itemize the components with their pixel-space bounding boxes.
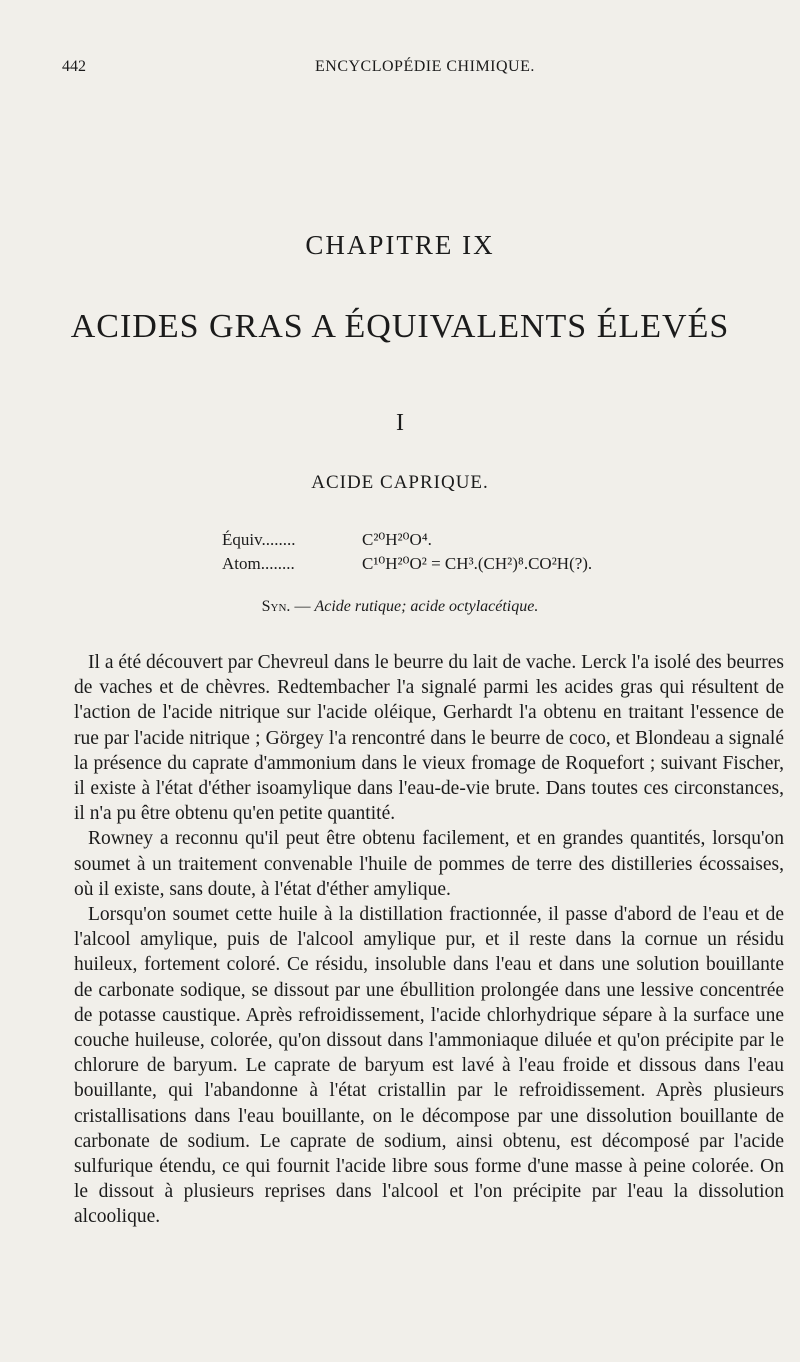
body-text	[74, 650, 784, 1230]
running-title: ENCYCLOPÉDIE CHIMIQUE.	[315, 58, 535, 75]
chapter-title: ACIDES GRAS A ÉQUIVALENTS ÉLEVÉS	[70, 308, 730, 345]
page-header	[0, 58, 800, 82]
atom-formula	[222, 554, 592, 574]
synonyms-dash: —	[290, 598, 315, 615]
paragraph: Il a été découvert par Chevreul dans le beurre du lait de vache. Lerck l'a isolé des beurres de vaches et de chèvres. Redtembacher l'a signalé parmi les acides gras qui résultent de l'action de l'acide nitrique sur l'acide oléique, Gerhardt l'a obtenu en traitant l'essence de rue par l'acide nitrique ; Görgey l'a rencontré dans le beurre de coco, et Blondeau a signalé la présence du caprate d'ammonium dans le vieux fromage de Roquefort ; suivant Fischer, il existe à l'état d'éther isoamylique dans l'eau-de-vie brute. Dans toutes ces circonstances, il n'a pu être obtenu qu'en petite quantité.	[74, 652, 784, 825]
synonyms-line	[0, 598, 800, 616]
synonyms-text: Acide rutique; acide octylacétique.	[314, 598, 539, 615]
equiv-formula	[222, 530, 432, 550]
atom-label: Atom........	[222, 554, 295, 573]
equiv-value: C²⁰H²⁰O⁴.	[362, 530, 432, 549]
page-number: 442	[62, 58, 86, 75]
atom-value: C¹⁰H²⁰O² = CH³.(CH²)⁸.CO²H(?).	[362, 554, 593, 573]
section-subject: ACIDE CAPRIQUE.	[311, 472, 489, 493]
section-number: I	[396, 410, 404, 436]
chapter-heading: CHAPITRE IX	[305, 230, 495, 260]
equiv-label: Équiv........	[222, 530, 296, 549]
paragraph: Lorsqu'on soumet cette huile à la distillation fractionnée, il passe d'abord de l'eau et de l'alcool amylique, puis de l'alcool amylique pur, et il reste dans la cornue un résidu huileux, fortement coloré. Ce résidu, insoluble dans l'eau et dans une solution bouillante de carbonate sodique, se dissout par une ébullition prolongée dans une lessive concentrée de potasse caustique. Après refroidissement, l'acide chlorhydrique sépare à la surface une couche huileuse, colorée, qu'on dissout dans l'ammoniaque diluée et qu'on précipite par le chlorure de baryum. Le caprate de baryum est lavé à l'eau froide et dissous dans l'eau bouillante, qui l'abandonne à l'état cristallin par le refroidissement. Après plusieurs cristallisations dans l'eau bouillante, on le décompose par une dissolution bouillante de carbonate de sodium. Le caprate de sodium, ainsi obtenu, est décomposé par l'acide sulfurique étendu, ce qui fournit l'acide libre sous forme d'une masse à peine colorée. On le dissout à plusieurs reprises dans l'alcool et l'on précipite par l'eau la dissolution alcoolique.	[74, 904, 784, 1228]
synonyms-label: Syn.	[261, 598, 291, 615]
paragraph: Rowney a reconnu qu'il peut être obtenu facilement, et en grandes quantités, lorsqu'on soumet à un traitement convenable l'huile de pommes de terre des distilleries écossaises, où il existe, sans doute, à l'état d'éther amylique.	[74, 828, 784, 900]
